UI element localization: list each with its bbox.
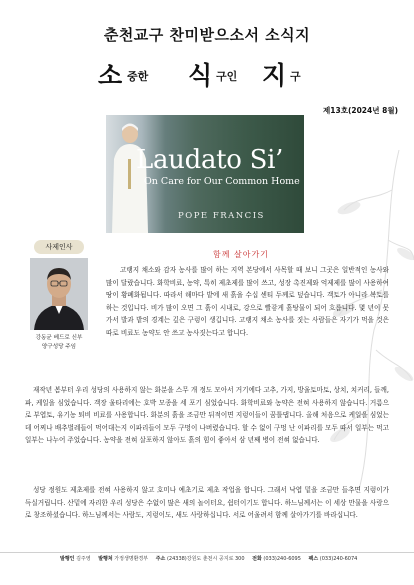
pope-figure-image	[110, 119, 148, 233]
fax-label: 팩스	[308, 556, 319, 562]
address-label: 주소	[155, 556, 166, 562]
newsletter-title: 춘천교구 찬미받으소서 소식지	[103, 26, 311, 44]
priest-name: 강동균 베드로 신부	[35, 335, 83, 341]
article-paragraph-2: 재작년 봄부터 우리 성당의 사용하지 않는 화분을 스무 개 정도 모아서 거기에다 고추, 가지, 방울토마토, 상치, 치커리, 들깨, 파, 케일을 심었습니다. 객장 울타리에는 호박 모종을 세 포기 심었습니다. 화학비료와 농약은 전혀 사용하지 않습니다. 거름으로 부엽토, 유기농 퇴비 비료를 사용합니다. 화분의 흙을 조금만 뒤적이면 지렁이들이 꿈틀댑니다. 올해 처음으로 케일을 심었는데 어찌나 배추벌레들이 먹어대는지 이파리들이 모두 구멍이 나버렸습니다. 할 수 없이 구멍 난 이파리를 모두 따서 일부는 먹고 일부는 나누어 주었습니다. 농약을 전혀 살포하지 않아도 흙의 힘이 좋아서 삼 년째 병이 전혀 없습니다.	[25, 386, 389, 445]
address-value: (24338)강원도 춘천시 공지로 300	[166, 556, 245, 562]
publication-info	[60, 555, 400, 562]
newsletter-slogan	[0, 56, 414, 96]
banner-title: Laudato Si’	[136, 145, 284, 175]
issuer-label: 발행처	[98, 556, 113, 562]
priest-role: 양구성당 주임	[41, 344, 77, 350]
footer-divider	[0, 552, 414, 553]
slogan-char-2: 식	[188, 61, 213, 90]
phone-label: 전화	[252, 556, 262, 562]
priest-caption	[24, 334, 94, 352]
phone-value: (033)240-6095	[263, 556, 301, 562]
banner-author: POPE FRANCIS	[178, 211, 265, 221]
article-heading: 함께 살아가기	[213, 250, 269, 259]
slogan-suffix-2: 구인	[216, 70, 238, 83]
slogan-char-1: 소	[98, 61, 123, 90]
slogan-suffix-3: 구	[290, 70, 301, 83]
section-badge: 사제인사	[34, 240, 84, 254]
publisher-label: 발행인	[60, 556, 75, 562]
banner-subtitle: On Care for Our Common Home	[144, 176, 300, 187]
fax-value: (033)240-6074	[319, 556, 358, 562]
article-paragraph-3: 성당 정원도 제초제를 전혀 사용하지 않고 호미나 예초기로 제초 작업을 합니다. 그래서 낙엽 밑을 조금만 들추면 지렁이가 득실거립니다. 산밑에 자리한 우리 성당은 수없이 많은 새의 놀이터요, 쉼터이기도 합니다. 하느님께서는 이 세상 만물을 사랑으로 창조하셨습니다. 하느님께서는 사람도, 지렁이도, 새도 사랑하십니다. 서로 어울려서 함께 살아가기를 바라십니다.	[25, 486, 389, 520]
priest-photo	[30, 258, 88, 330]
issuer-value: 가정생명환경부	[114, 556, 149, 562]
issue-number: 제13호(2024년 8월)	[323, 106, 398, 115]
slogan-suffix-1: 중한	[127, 70, 149, 83]
laudato-si-banner	[106, 115, 304, 233]
article-paragraph-1: 고랭지 채소와 감자 농사를 많이 하는 지역 본당에서 사목할 때 보니 그곳은 일반적인 농사와 많이 달랐습니다. 화학비료, 농약, 특히 제초제를 많이 쓰고, 성장 촉진제와 억제제를 많이 사용하여 땅이 황폐화됩니다. 따라서 해마다 밭에 새 흙을 수십 센티 두께로 덮습니다. 객토가 아니라 복토를 하는 것입니다. 비가 많이 오면 그 흙이 시내로, 강으로 빨갛게 흙탕물이 되어 흐릅니다. 몇 년이 못가서 발과 밭의 경계는 깊은 구렁이 생깁니다. 고랭지 채소 농사를 짓는 사람들은 자기가 먹을 것은 따로 비료도 농약도 안 쓰고 농사짓는다고 합니다.	[106, 266, 389, 337]
slogan-char-3: 지	[262, 61, 287, 90]
publisher-value: 김주영	[76, 556, 91, 562]
